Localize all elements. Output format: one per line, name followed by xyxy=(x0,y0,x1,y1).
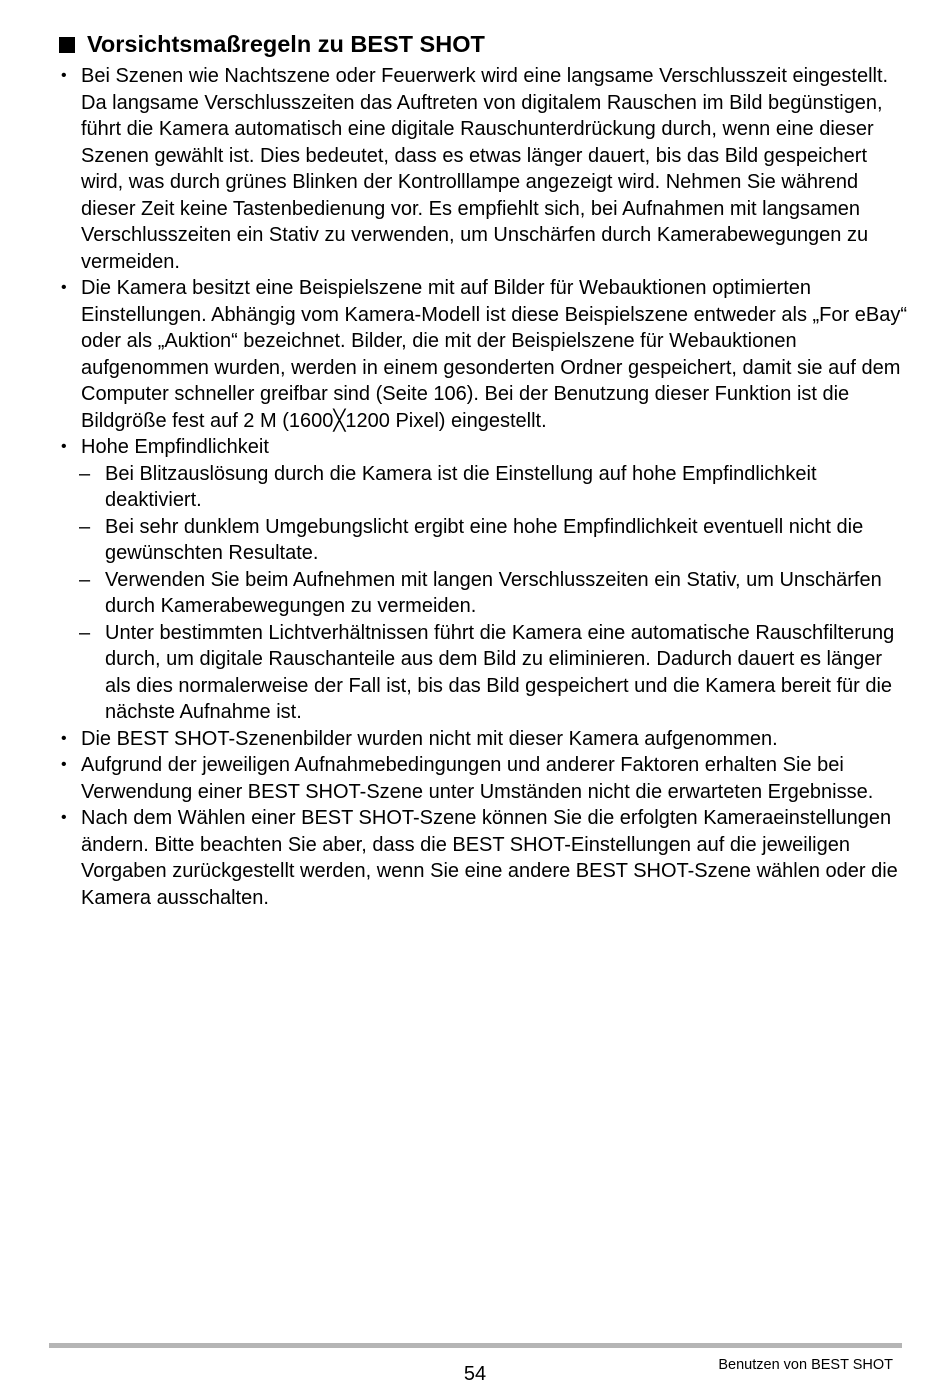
bullet-icon: • xyxy=(61,279,67,296)
sub-list-item xyxy=(59,461,909,514)
dash-icon: – xyxy=(79,568,91,591)
list-item xyxy=(59,752,909,805)
list-item xyxy=(59,805,909,911)
sub-list-item-text: Bei Blitzauslösung durch die Kamera ist die Einstellung auf hohe Empfindlichkeit deaktiviert. xyxy=(105,462,817,511)
sub-list-item-text: Bei sehr dunklem Umgebungslicht ergibt eine hohe Empfindlichkeit eventuell nicht die gewünschten Resultate. xyxy=(105,515,864,564)
bullet-icon: • xyxy=(61,67,67,84)
sub-list-item xyxy=(59,567,909,620)
list-item-text: Die Kamera besitzt eine Beispielszene mit auf Bilder für Webauktionen optimierten Einstellungen. Abhängig vom Kamera-Modell ist diese Beispielszene entweder als „For eBay“ oder als „Auktion“ bezeichnet. Bilder, die mit der Beispielszene für Webauktionen aufgenommen wurden, werden in einem gesonderten Ordner gespeichert, damit sie auf dem Computer schneller greifbar sind (Seite 106). Bei der Benutzung dieser Funktion ist die Bildgröße fest auf 2 M (1600╳1200 Pixel) eingestellt. xyxy=(81,277,907,432)
footer-divider xyxy=(49,1343,902,1348)
footer-section-label: Benutzen von BEST SHOT xyxy=(718,1357,893,1373)
bullet-icon: • xyxy=(61,438,67,455)
sub-list-item-text: Verwenden Sie beim Aufnehmen mit langen Verschlusszeiten ein Stativ, um Unschärfen durch Kamerabewegungen zu vermeiden. xyxy=(105,568,882,617)
list-item-text: Die BEST SHOT-Szenenbilder wurden nicht mit dieser Kamera aufgenommen. xyxy=(81,727,778,750)
list-item xyxy=(59,63,909,275)
list-item xyxy=(59,434,909,461)
list-item-text: Bei Szenen wie Nachtszene oder Feuerwerk wird eine langsame Verschlusszeit eingestellt. Da langsame Verschlusszeiten das Auftreten von digitalem Rauschen im Bild begünstigen, führt die Kamera automatisch eine digitale Rauschunterdrückung durch, wenn eine dieser Szenen gewählt ist. Dies bedeutet, dass es etwas länger dauert, bis das Bild gespeichert wird, was durch grünes Blinken der Kontrolllampe angezeigt wird. Nehmen Sie während dieser Zeit keine Tastenbedienung vor. Es empfiehlt sich, bei Aufnahmen mit langsamen Verschlusszeiten ein Stativ zu verwenden, um Unschärfen durch Kamerabewegungen zu vermeiden. xyxy=(81,65,889,273)
bullet-icon: • xyxy=(61,809,67,826)
list-item-text: Aufgrund der jeweiligen Aufnahmebedingungen und anderer Faktoren erhalten Sie bei Verwendung einer BEST SHOT-Szene unter Umständen nicht die erwarteten Ergebnisse. xyxy=(81,754,874,803)
sub-list-item xyxy=(59,514,909,567)
page-number: 54 xyxy=(463,1363,487,1385)
sub-list-item xyxy=(59,620,909,726)
list-item-text: Nach dem Wählen einer BEST SHOT-Szene können Sie die erfolgten Kameraeinstellungen ändern. Bitte beachten Sie aber, dass die BEST SHOT-Einstellungen auf die jeweiligen Vorgaben zurückgestellt werden, wenn Sie eine andere BEST SHOT-Szene wählen oder die Kamera ausschalten. xyxy=(81,807,898,909)
square-bullet-icon xyxy=(59,37,75,53)
section-heading-text: Vorsichtsmaßregeln zu BEST SHOT xyxy=(87,31,485,57)
section-heading xyxy=(59,28,485,60)
sub-list-item-text: Unter bestimmten Lichtverhältnissen führt die Kamera eine automatische Rauschfilterung durch, um digitale Rauschanteile aus dem Bild zu eliminieren. Dadurch dauert es länger als dies normalerweise der Fall ist, bis das Bild gespeichert und die Kamera bereit für die nächste Aufnahme ist. xyxy=(105,621,895,723)
bullet-icon: • xyxy=(61,756,67,773)
list-item-text: Hohe Empfindlichkeit xyxy=(81,436,269,458)
dash-icon: – xyxy=(79,515,91,538)
dash-icon: – xyxy=(79,462,91,485)
dash-icon: – xyxy=(79,621,91,644)
list-item xyxy=(59,726,909,753)
precautions-list xyxy=(59,63,909,911)
bullet-icon: • xyxy=(61,729,67,747)
list-item xyxy=(59,275,909,434)
